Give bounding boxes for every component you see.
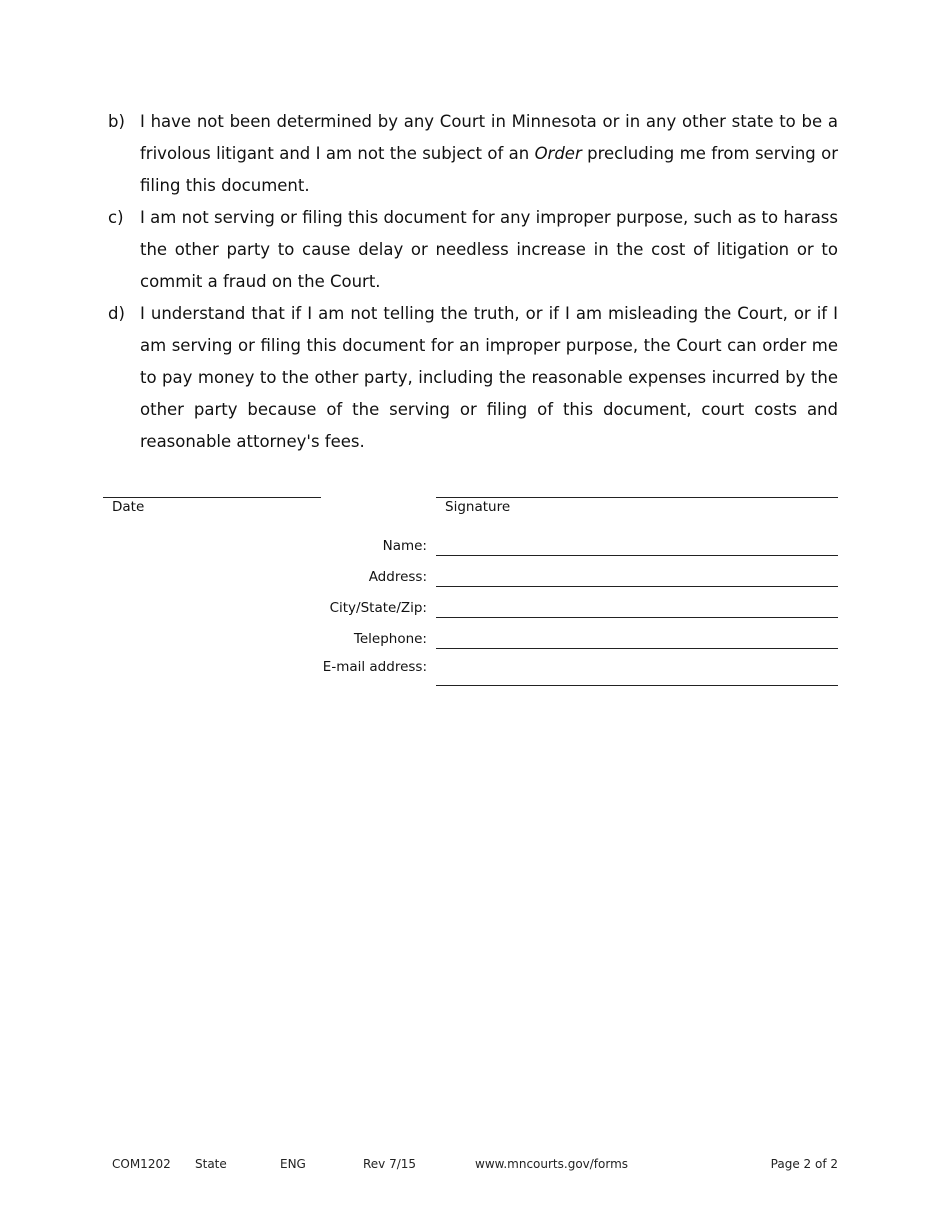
- footer-website[interactable]: www.mncourts.gov/forms: [475, 1157, 629, 1171]
- telephone-label: Telephone:: [353, 631, 427, 647]
- list-item-b: [108, 106, 838, 202]
- order-emphasis: Order: [534, 144, 582, 163]
- footer-revision: Rev 7/15: [363, 1157, 417, 1171]
- telephone-field[interactable]: [436, 648, 838, 649]
- address-field[interactable]: [436, 586, 838, 587]
- list-item-c: [108, 202, 838, 298]
- item-text: I have not been determined by any Court in Minnesota or in any other state to be a frivolous litigant and I am not the subject of an Order precluding me from serving or filing this document.: [140, 112, 839, 195]
- footer-language: ENG: [280, 1157, 306, 1171]
- city-state-zip-field[interactable]: [436, 617, 838, 618]
- email-field[interactable]: [436, 685, 838, 686]
- item-letter: c): [108, 208, 124, 227]
- footer-form-code: COM1202: [112, 1157, 171, 1171]
- date-label: Date: [112, 499, 145, 515]
- name-field[interactable]: [436, 555, 838, 556]
- city-state-zip-label: City/State/Zip:: [329, 600, 427, 616]
- date-line[interactable]: [103, 497, 321, 498]
- item-text: I am not serving or filing this document for any improper purpose, such as to harass the other party to cause delay or needless increase in the cost of litigation or to commit a fraud on the Court.: [140, 208, 838, 291]
- signature-label: Signature: [445, 499, 511, 515]
- footer-page-number: Page 2 of 2: [770, 1157, 838, 1171]
- statement-list: [108, 106, 838, 458]
- item-text: I understand that if I am not telling the truth, or if I am misleading the Court, or if I am serving or filing this document for an improper purpose, the Court can order me to pay money to the other party, including the reasonable expenses incurred by the other party because of the serving or filing of this document, court costs and reasonable attorney's fees.: [140, 304, 838, 451]
- signature-line[interactable]: [436, 497, 838, 498]
- item-letter: d): [108, 304, 125, 323]
- email-label: E-mail address:: [322, 659, 427, 675]
- item-letter: b): [108, 112, 125, 131]
- footer-jurisdiction: State: [195, 1157, 227, 1171]
- address-label: Address:: [368, 569, 427, 585]
- list-item-d: [108, 298, 838, 458]
- name-label: Name:: [382, 538, 427, 554]
